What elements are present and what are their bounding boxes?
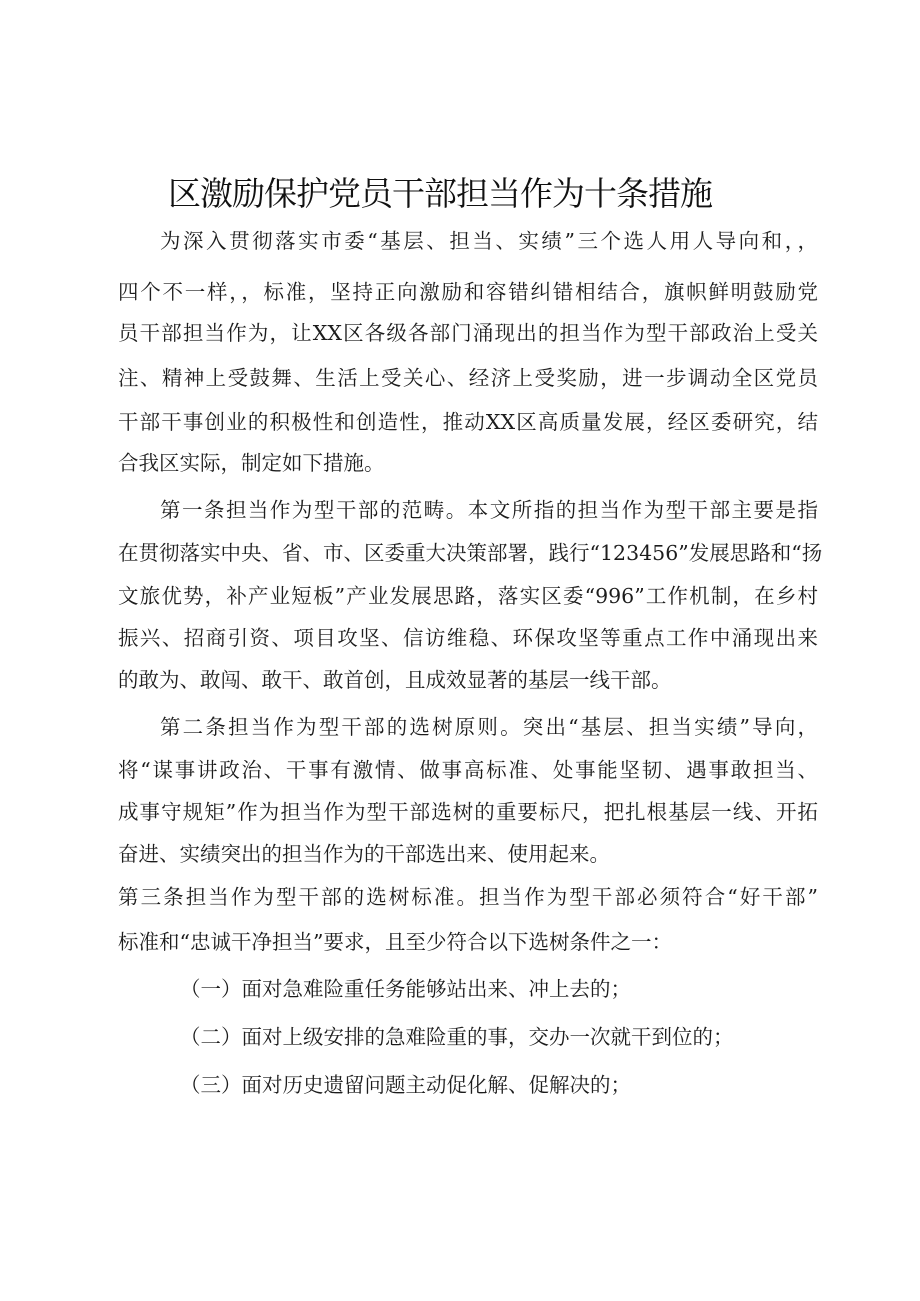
paragraph-line: 合我区实际，制定如下措施。 <box>118 451 385 475</box>
paragraph-line: 成事守规矩”作为担当作为型干部选树的重要标尺，把扎根基层一线、开拓 <box>118 800 818 824</box>
paragraph-line: 第三条担当作为型干部的选树标准。担当作为型干部必须符合“好干部” <box>118 885 818 909</box>
paragraph-line: 奋进、实绩突出的担当作为的干部选出来、使用起来。 <box>118 842 610 866</box>
paragraph-line: 干部干事创业的积极性和创造性，推动XX区高质量发展，经区委研究，结 <box>118 410 818 434</box>
paragraph-line: 标准和“忠诚干净担当”要求，且至少符合以下选树条件之一： <box>118 930 672 954</box>
paragraph-line: 为深入贯彻落实市委“基层、担当、实绩”三个选人用人导向和，， <box>160 229 818 253</box>
paragraph-line: 在贯彻落实中央、省、市、区委重大决策部署，践行“123456”发展思路和“扬 <box>118 541 823 565</box>
paragraph-line: 的敢为、敢闯、敢干、敢首创，且成效显著的基层一线干部。 <box>118 668 672 692</box>
list-item: （二）面对上级安排的急难险重的事，交办一次就干到位的； <box>180 1025 734 1049</box>
paragraph-line: 四个不一样，，标准，坚持正向激励和容错纠错相结合，旗帜鲜明鼓励党 <box>118 280 818 304</box>
list-item: （一）面对急难险重任务能够站出来、冲上去的； <box>180 977 631 1001</box>
paragraph-line: 第二条担当作为型干部的选树原则。突出“基层、担当实绩”导向， <box>160 715 818 739</box>
paragraph-line: 注、精神上受鼓舞、生活上受关心、经济上受奖励，进一步调动全区党员 <box>118 366 818 390</box>
paragraph-line: 将“谋事讲政治、干事有激情、做事高标准、处事能坚韧、遇事敢担当、 <box>118 758 818 782</box>
paragraph-line: 员干部担当作为，让XX区各级各部门涌现出的担当作为型干部政治上受关 <box>118 321 818 345</box>
list-item: （三）面对历史遗留问题主动促化解、促解决的； <box>180 1073 631 1097</box>
paragraph-line: 振兴、招商引资、项目攻坚、信访维稳、环保攻坚等重点工作中涌现出来 <box>118 626 818 650</box>
document-title: 区激励保护党员干部担当作为十条措施 <box>168 174 712 213</box>
paragraph-line: 第一条担当作为型干部的范畴。本文所指的担当作为型干部主要是指 <box>160 498 818 522</box>
paragraph-line: 文旅优势，补产业短板”产业发展思路，落实区委“996”工作机制，在乡村 <box>118 584 818 608</box>
